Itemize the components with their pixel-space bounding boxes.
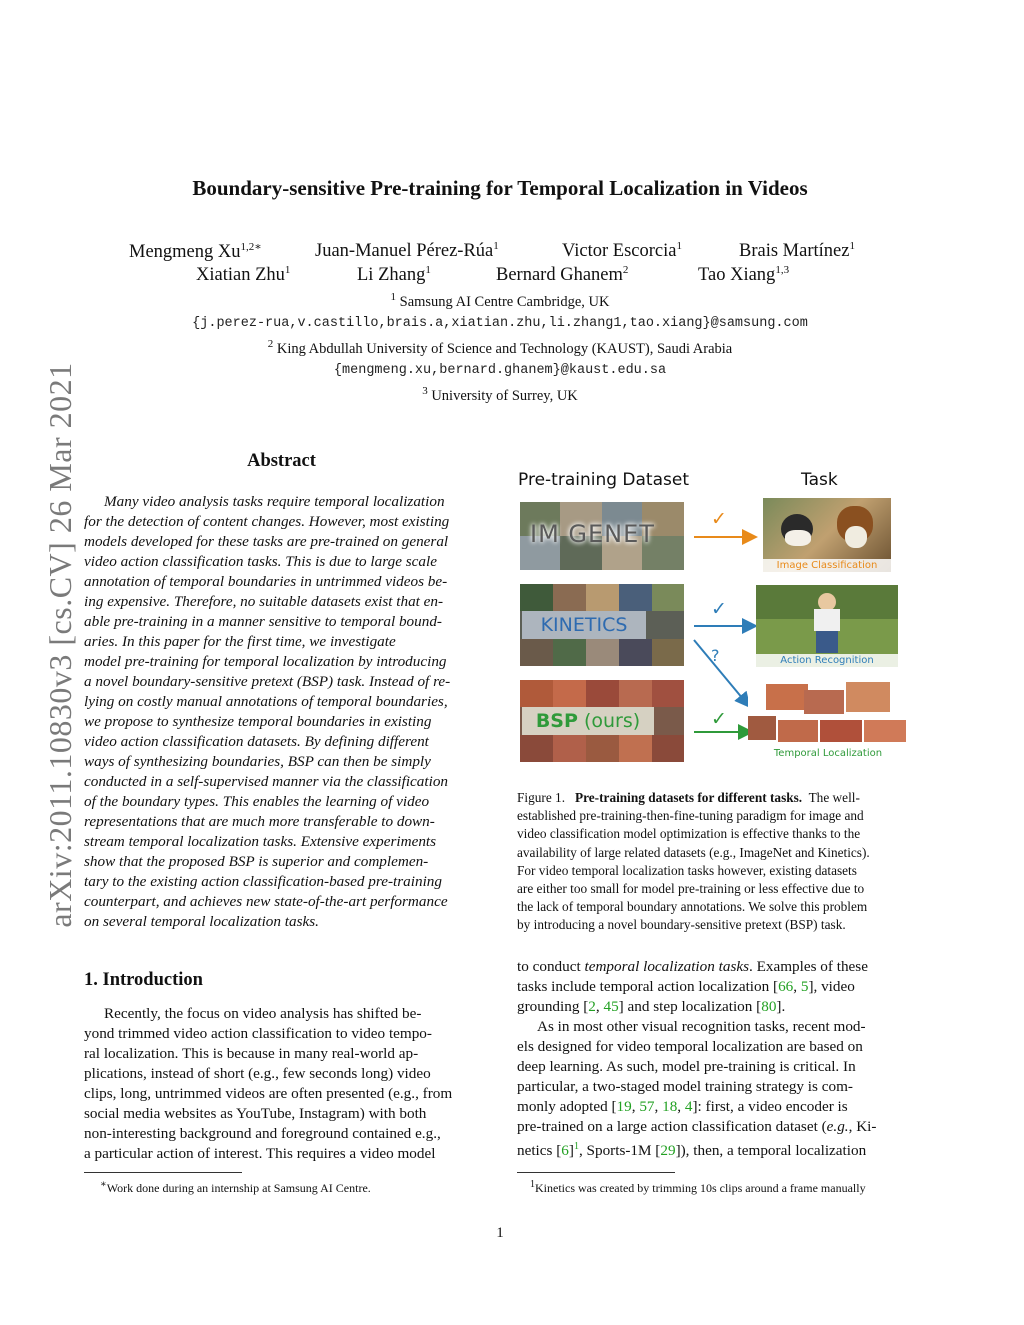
- page-number: 1: [496, 1225, 504, 1241]
- author-7: Bernard Ghanem$^2$: [496, 264, 629, 286]
- label-temporal-localization: Temporal Localization: [758, 747, 898, 760]
- footnote-rule-left: [84, 1172, 242, 1173]
- footnote-link[interactable]: 1: [573, 1141, 579, 1152]
- affiliation-1: $^1$ Samsung AI Centre Cambridge, UK: [390, 291, 610, 310]
- kinetics-mosaic: [520, 584, 684, 666]
- citation-link[interactable]: 29: [660, 1142, 676, 1160]
- author-5: Xiatian Zhu$^1$: [196, 264, 291, 286]
- abstract-heading: Abstract: [247, 451, 316, 471]
- imagenet-logo-text: IM GENET: [530, 520, 655, 548]
- affiliation-3: $^3$ University of Surrey, UK: [422, 385, 578, 404]
- figure-col-pretraining-title: Pre-training Dataset: [518, 470, 689, 490]
- question-icon-kinetics: ?: [711, 646, 720, 665]
- footnote-rule-right: [517, 1172, 675, 1173]
- footnote-left: ∗Work done during an internship at Samsung AI Centre.: [100, 1179, 371, 1195]
- action-recognition-photo: [756, 585, 898, 667]
- intro-right-column: to conduct temporal localization tasks. Examples of these tasks include temporal action localization [66, 5], video grounding [2, 45] and step localization [80]. As in most other visual recognition tasks, recent mod- els designed for video temporal localization are based on deep learning. As such, model pre-training is critical. In particular, a two-staged model training strategy is com- monly adopted [19, 57, 18, 4]: first, a video encoder is pre-trained on a large action classification dataset (e.g., Ki- netics [6]$^1$, Sports-1M [29]), then, a temporal localization: [517, 958, 877, 1160]
- author-1: Mengmeng $Xu^{1,2∗}$: [129, 241, 262, 263]
- author-8: Tao Xiang$^{1,3}$: [698, 264, 790, 286]
- check-icon-kinetics: ✓: [711, 598, 727, 620]
- author-2: Juan-Manuel Pérez-Rúa$^1$: [315, 240, 499, 262]
- author-6: Li Zhang$^1$: [357, 264, 431, 286]
- arrow-kinetics-to-localization: [694, 640, 748, 705]
- citation-link[interactable]: 66: [778, 978, 794, 995]
- check-icon-imagenet: ✓: [711, 508, 727, 530]
- citation-link[interactable]: 57: [639, 1098, 655, 1115]
- author-3: Victor Escorcia$^1$: [562, 240, 682, 262]
- citation-link[interactable]: 5: [800, 978, 809, 995]
- abstract-body: Many video analysis tasks require temporal localization for the detection of content changes. However, most existing models developed for these tasks are pre-trained on general video action classification tasks. This is due to large scale annotation of temporal boundaries in untrimmed videos be- ing expensive. Therefore, no suitable datasets exist that en- able pre-training in a manner sensitive to temporal bound- aries. In this paper for the first time, we investigate model pre-training for temporal localization by introducing a novel boundary-sensitive pretext (BSP) task. Instead of re- lying on costly manual annotations of temporal boundaries, we propose to synthesize temporal boundaries in existing video action classification datasets. By defining different ways of synthesizing boundaries, BSP can then be simply conducted in a self-supervised manner via the classification of the boundary types. This enables the learning of video representations that are much more transferable to down- stream temporal localization tasks. Extensive experiments show that the proposed BSP is superior and complemen- tary to the existing action classification-based pre-training counterpart, and achieves new state-of-the-art performance on several temporal localization tasks.: [84, 493, 451, 930]
- bsp-mosaic: [520, 680, 684, 762]
- figure-1-caption: Figure 1. Pre-training datasets for different tasks. The well- established pre-training-then-fine-tuning paradigm for image and video classification model optimization is effective thanks to the availability of large related datasets (e.g., ImageNet and Kinetics). For video temporal localization tasks however, existing datasets are either too small for model pre-training or less effective due to the lack of temporal boundary annotations. We solve this problem by introducing a novel boundary-sensitive pretext (BSP) task.: [517, 790, 870, 933]
- arxiv-identifier: arXiv:2011.10830v3 [cs.CV] 26 Mar 2021: [42, 362, 78, 928]
- citation-link[interactable]: 4: [684, 1098, 693, 1115]
- temporal-localization-photo: [748, 680, 908, 762]
- intro-paragraph-1: Recently, the focus on video analysis has shifted be- yond trimmed video action classification to video tempo- ral localization. This is because in many real-world ap- plications, instead of short (e.g., few seconds long) video clips, long, untrimmed videos are often presented (e.g., from social media websites as YouTube, Instagram) with both non-interesting background and foreground contained e.g., a particular action of interest. This requires a video model: [84, 1005, 453, 1162]
- paper-title: Boundary-sensitive Pre-training for Temporal Localization in Videos: [192, 176, 808, 200]
- citation-link[interactable]: 45: [603, 998, 619, 1015]
- check-icon-bsp: ✓: [711, 708, 727, 730]
- bsp-logo-text: BSP (ours): [522, 707, 654, 735]
- affiliation-2: $^2$ King Abdullah University of Science and Technology (KAUST), Saudi Arabia: [267, 338, 733, 357]
- label-action-recognition: Action Recognition: [756, 654, 898, 667]
- affiliation-2-email: {mengmeng.xu,bernard.ghanem}@kaust.edu.sa: [333, 363, 667, 378]
- citation-link[interactable]: 6: [561, 1142, 569, 1160]
- citation-link[interactable]: 19: [616, 1098, 632, 1115]
- author-4: Brais Martínez$^1$: [739, 240, 855, 262]
- figure-col-task-title: Task: [801, 470, 838, 490]
- image-classification-photo: [763, 498, 891, 572]
- affiliation-1-email: {j.perez-rua,v.castillo,brais.a,xiatian.zhu,li.zhang1,tao.xiang}@samsung.com: [192, 316, 808, 331]
- citation-link[interactable]: 80: [761, 998, 777, 1015]
- section-heading-introduction: 1. Introduction: [84, 970, 203, 990]
- imagenet-mosaic: [520, 502, 684, 570]
- footnote-right: $^1$Kinetics was created by trimming 10s clips around a frame manually: [530, 1179, 866, 1195]
- label-image-classification: Image Classification: [763, 559, 891, 572]
- citation-link[interactable]: 2: [588, 998, 596, 1015]
- kinetics-logo-text: KINETICS: [522, 611, 646, 639]
- citation-link[interactable]: 18: [662, 1098, 678, 1115]
